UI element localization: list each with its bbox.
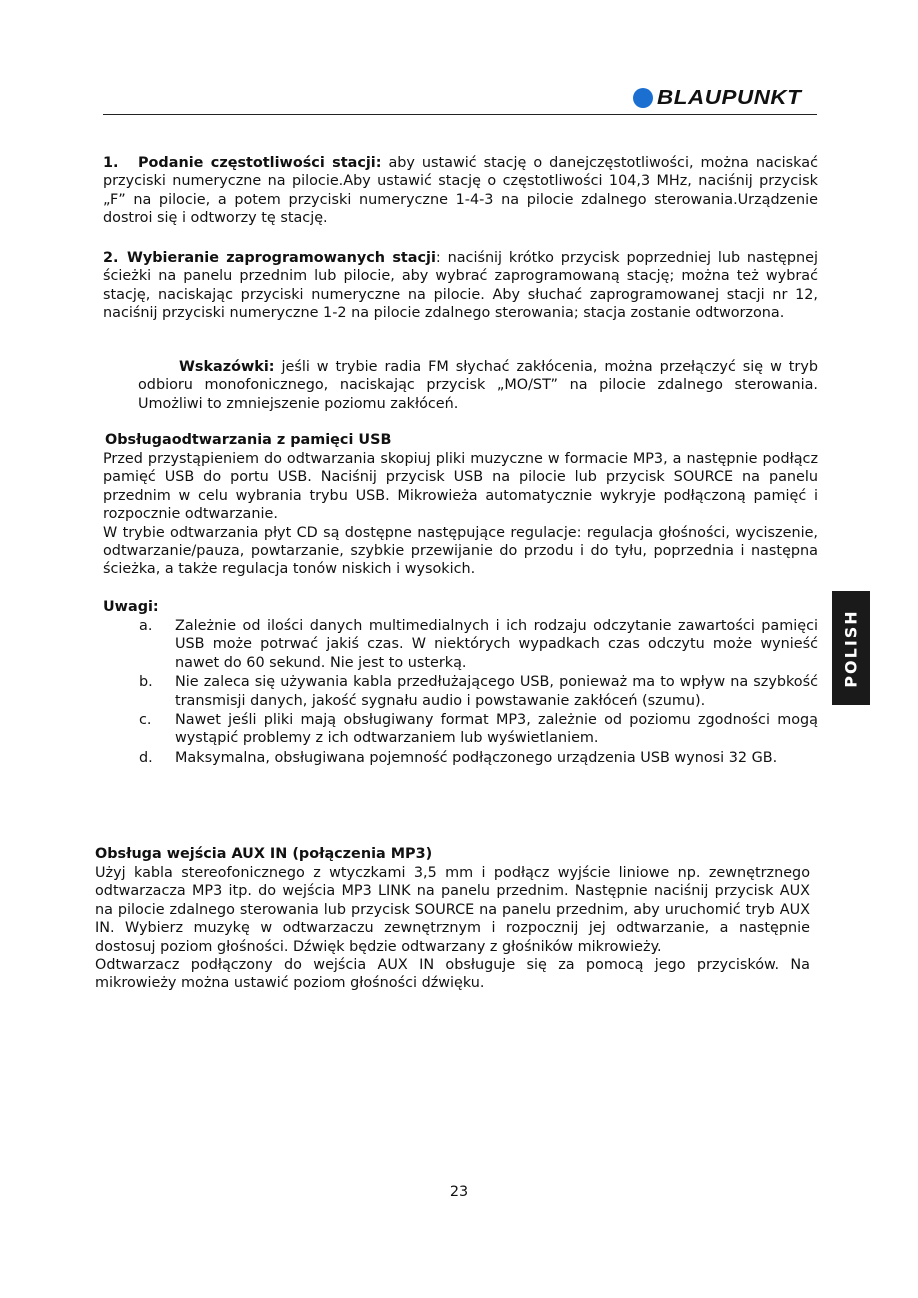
item-frequency bbox=[103, 154, 818, 228]
usb-section-body bbox=[103, 450, 818, 579]
note-item bbox=[103, 617, 818, 672]
tips-paragraph bbox=[138, 358, 818, 413]
item-text: : naciśnij krótko przycisk poprzedniej lub następnej ścieżki na panelu przednim lub pilocie, aby wybrać zaprogramowaną stację; można też wybrać stację, naciskając przyciski numeryczne na pilocie. Aby słuchać zaprogramowanej stacji nr 12, naciśnij przyciski numeryczne 1-2 na pilocie zdalnego sterowania; stacja zostanie odtworzona. bbox=[103, 250, 818, 322]
aux-section-title: Obsługa wejścia AUX IN (połączenia MP3) bbox=[95, 846, 433, 862]
item-number: 1. bbox=[103, 155, 119, 171]
notes-list bbox=[103, 617, 818, 768]
note-text: Maksymalna, obsługiwana pojemność podłączonego urządzenia USB wynosi 32 GB. bbox=[175, 749, 778, 766]
tips-title: Wskazówki: bbox=[179, 359, 275, 375]
aux-paragraph-1: Użyj kabla stereofonicznego z wtyczkami 3,5 mm i podłącz wyjście liniowe np. zewnętrznego odtwarzacza MP3 itp. do wejścia MP3 LINK na panelu przednim. Następnie naciśnij przycisk AUX na pilocie zdalnego sterowania lub przycisk SOURCE na panelu przednim, aby uruchomić tryb AUX IN. Wybierz muzykę w odtwarzaczu zewnętrznym i rozpocznij jej odtwarzanie, a następnie dostosuj poziom głośności. Dźwięk będzie odtwarzany z głośników mikrowieży. bbox=[95, 865, 810, 955]
item-text: aby ustawić stację o danejczęstotliwości, można naciskać przyciski numeryczne na pilocie.Aby ustawić stację o częstotliwości 104,3 MHz, naciśnij przycisk „F” na pilocie, a potem przyciski numeryczne 1-4-3 na pilocie zdalnego sterowania.Urządzenie dostroi się i odtworzy tę stację. bbox=[103, 155, 818, 227]
note-text: Nawet jeśli pliki mają obsługiwany format MP3, zależnie od poziomu zgodności mogą wystąpić problemy z ich odtwarzaniem lub wyświetlaniem. bbox=[175, 712, 818, 747]
language-tab bbox=[832, 591, 870, 705]
aux-paragraph-2: Odtwarzacz podłączony do wejścia AUX IN obsługuje się za pomocą jego przycisków. Na mikrowieży można ustawić poziom głośności dźwięku. bbox=[95, 957, 810, 992]
note-text: Zależnie od ilości danych multimedialnych i ich rodzaju odczytanie zawartości pamięci USB może potrwać jakiś czas. W niektórych wypadkach czas odczytu może wynieść nawet do 60 sekund. Nie jest to usterką. bbox=[175, 618, 818, 671]
usb-paragraph-1: Przed przystąpieniem do odtwarzania skopiuj pliki muzyczne w formacie MP3, a następnie podłącz pamięć USB do portu USB. Naciśnij przycisk USB na pilocie lub przycisk SOURCE na panelu przednim w celu wybrania trybu USB. Mikrowieża automatycznie wykryje podłączoną pamięć i rozpocznie odtwarzanie. bbox=[103, 451, 818, 523]
note-item bbox=[103, 711, 818, 748]
item-number: 2. bbox=[103, 250, 119, 266]
language-label: POLISH bbox=[841, 608, 861, 688]
note-letter: a. bbox=[139, 618, 153, 634]
note-letter: c. bbox=[139, 712, 152, 729]
item-presets bbox=[103, 249, 818, 323]
note-letter: d. bbox=[139, 749, 153, 766]
note-item bbox=[103, 673, 818, 710]
item-title: Wybieranie zaprogramowanych stacji bbox=[127, 250, 436, 266]
note-item bbox=[103, 749, 818, 767]
usb-section-title: Obsługaodtwarzania z pamięci USB bbox=[105, 432, 392, 448]
brand-name: BLAUPUNKT bbox=[657, 86, 802, 109]
notes-title: Uwagi: bbox=[103, 599, 159, 615]
aux-section-body bbox=[95, 864, 810, 993]
tips-text: jeśli w trybie radia FM słychać zakłócenia, można przełączyć się w tryb odbioru monofonicznego, naciskając przycisk „MO/ST” na pilocie zdalnego sterowania. Umożliwi to zmniejszenie poziomu zakłóceń. bbox=[138, 359, 818, 412]
page-number: 23 bbox=[449, 1184, 469, 1200]
brand-dot-icon bbox=[633, 88, 653, 108]
usb-paragraph-2: W trybie odtwarzania płyt CD są dostępne następujące regulacje: regulacja głośności, wyciszenie, odtwarzanie/pauza, powtarzanie, szybkie przewijanie do przodu i do tyłu, poprzednia i następna ścieżka, a także regulacja tonów niskich i wysokich. bbox=[103, 524, 818, 578]
header-rule bbox=[103, 114, 817, 115]
note-letter: b. bbox=[139, 674, 153, 691]
note-text: Nie zaleca się używania kabla przedłużającego USB, ponieważ ma to wpływ na szybkość transmisji danych, jakość sygnału audio i powstawanie zakłóceń (szumu). bbox=[175, 674, 818, 709]
item-title: Podanie częstotliwości stacji: bbox=[138, 155, 382, 171]
brand-logo bbox=[633, 86, 802, 110]
